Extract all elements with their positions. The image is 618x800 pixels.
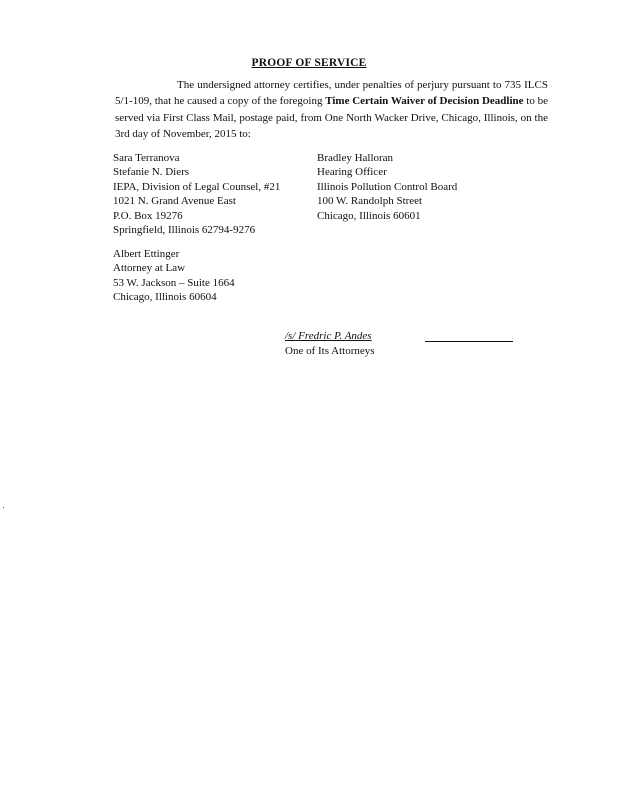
paragraph-bold-document-name: Time Certain Waiver of Decision Deadline [325,95,524,108]
address-line: Chicago, Illinois 60601 [317,209,421,222]
address-line: Attorney at Law [113,262,186,275]
address-line: Stefanie N. Diers [113,166,190,179]
address-line: P.O. Box 19276 [113,209,183,222]
address-line: Sara Terranova [113,152,180,164]
certification-paragraph [115,77,548,142]
recipient-address-block [113,247,235,305]
signature-role: One of Its Attorneys [285,344,375,357]
signature-underline [425,341,513,342]
address-line: Hearing Officer [317,166,387,179]
signature-block [285,329,375,358]
paragraph-text-before: The undersigned attorney certifies, under penalties of perjury pursuant to 735 ILCS 5/1-109, that he caused a copy of the foregoing [115,79,548,108]
address-line: Springfield, Illinois 62794-9276 [113,224,256,237]
address-line: 53 W. Jackson – Suite 1664 [113,276,235,289]
recipient-address-block [317,151,457,223]
recipient-address-block [113,151,280,237]
address-line: Chicago, Illinois 60604 [113,291,217,304]
scan-speck [3,507,4,508]
address-line: IEPA, Division of Legal Counsel, #21 [113,180,281,193]
address-line: Bradley Halloran [317,152,394,164]
address-line: Illinois Pollution Control Board [317,180,458,193]
address-line: Albert Ettinger [113,248,180,260]
paragraph-text-after: to be served via First Class Mail, postage paid, from One North Wacker Drive, Chicago, Illinois, on the 3rd day of November, 2015 to: [115,95,548,140]
document-title: PROOF OF SERVICE [251,57,367,69]
signature-name: /s/ Fredric P. Andes [285,330,372,342]
address-line: 100 W. Randolph Street [317,195,423,208]
address-line: 1021 N. Grand Avenue East [113,195,236,208]
